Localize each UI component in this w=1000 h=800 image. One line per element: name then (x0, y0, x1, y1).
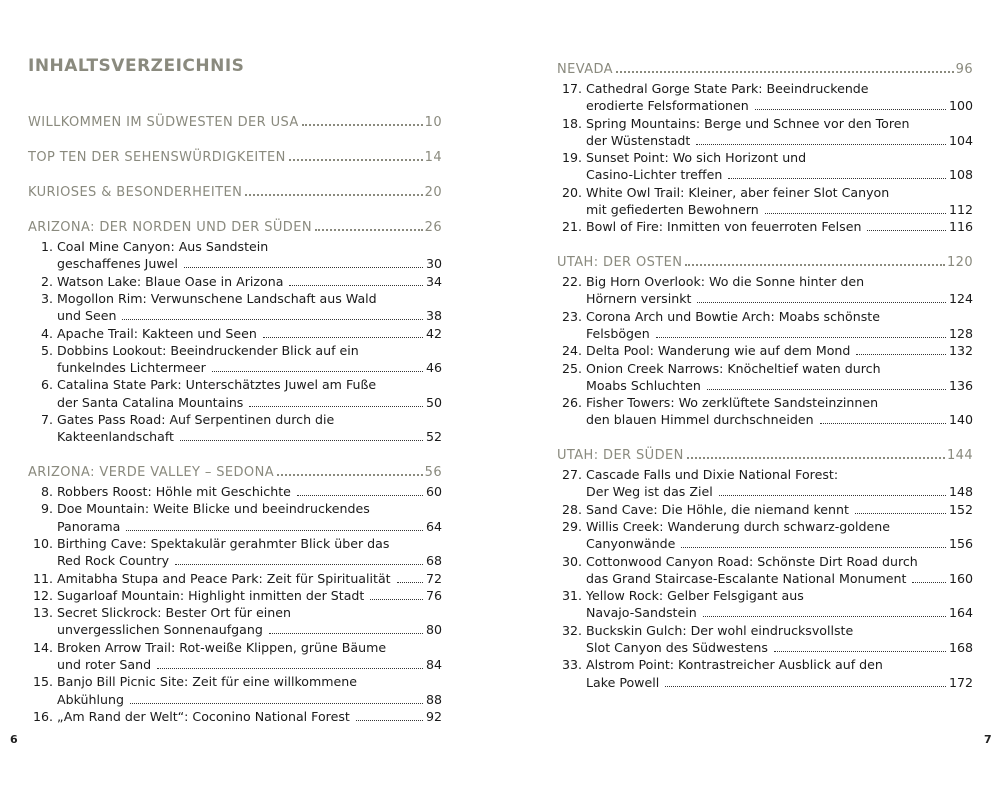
entry-page-number: 100 (948, 98, 973, 114)
toc-entry[interactable] (557, 80, 973, 115)
dot-leader (912, 582, 946, 583)
entry-page-number: 112 (948, 202, 973, 218)
entry-title-line: Amitabha Stupa and Peace Park: Zeit für Spiritualität (57, 570, 391, 586)
dot-leader (397, 582, 423, 583)
entry-page-number: 34 (425, 273, 442, 289)
entry-last-line (586, 290, 973, 307)
entry-number: 11. (32, 570, 53, 586)
entry-last-line (57, 621, 442, 638)
entry-page-number: 64 (425, 518, 442, 534)
entry-last-line (57, 325, 442, 342)
entry-page-number: 128 (948, 325, 973, 341)
entry-title-line: Sugarloaf Mountain: Highlight inmitten der Stadt (57, 587, 365, 603)
entry-number: 6. (40, 377, 53, 393)
entry-number: 16. (32, 708, 53, 724)
section-title: NEVADA (557, 62, 613, 77)
entry-last-line (586, 483, 973, 500)
dot-leader (356, 720, 423, 721)
entry-title-line: Bowl of Fire: Inmitten von feuerroten Felsen (586, 219, 862, 235)
dot-leader (370, 599, 423, 600)
entry-last-line (57, 570, 442, 587)
entry-title-line: Canyonwände (586, 536, 676, 552)
dot-leader (755, 109, 946, 110)
dot-leader (269, 633, 423, 634)
entry-number: 24. (561, 343, 582, 359)
entry-title-line: Big Horn Overlook: Wo die Sonne hinter den (586, 274, 865, 289)
entry-number: 2. (40, 273, 53, 289)
entry-number: 18. (561, 115, 582, 131)
entry-title-line: Kakteenlandschaft (57, 429, 174, 445)
entry-number: 25. (561, 360, 582, 376)
toc-entry[interactable] (28, 535, 442, 570)
section-page-number: 20 (424, 185, 442, 200)
toc-entry[interactable] (28, 273, 442, 290)
entry-last-line (57, 587, 442, 604)
entry-title-line: Watson Lake: Blaue Oase in Arizona (57, 273, 284, 289)
entry-number: 32. (561, 622, 582, 638)
toc-entry[interactable] (557, 518, 973, 553)
entry-last-line (586, 674, 973, 691)
entry-page-number: 46 (425, 360, 442, 376)
toc-section-heading[interactable] (28, 115, 442, 133)
entry-last-line (586, 325, 973, 342)
entry-title-line: Yellow Rock: Gelber Felsgigant aus (586, 588, 804, 604)
toc-entry[interactable] (28, 325, 442, 342)
entry-last-line (57, 428, 442, 445)
entry-last-line (57, 483, 442, 500)
section-page-number: 56 (424, 465, 442, 480)
entry-title-line: Red Rock Country (57, 553, 170, 569)
entry-number: 26. (561, 395, 582, 411)
entry-last-line (586, 97, 973, 114)
dot-leader (774, 651, 946, 652)
dot-leader (245, 194, 422, 196)
entry-page-number: 84 (425, 656, 442, 672)
entry-title-line: Hörnern versinkt (586, 291, 692, 307)
entry-last-line (586, 501, 973, 518)
dot-leader (687, 457, 945, 459)
toc-entry[interactable] (557, 622, 973, 657)
entry-last-line (586, 604, 973, 621)
dot-leader (656, 337, 946, 338)
toc-entry[interactable] (28, 290, 442, 325)
toc-entry[interactable] (28, 639, 442, 674)
entry-number: 23. (561, 308, 582, 324)
entry-last-line (57, 359, 442, 376)
entry-title-line: Slot Canyon des Südwestens (586, 639, 768, 655)
entry-number: 29. (561, 518, 582, 534)
entry-page-number: 116 (948, 219, 973, 235)
entry-page-number: 104 (948, 132, 973, 148)
entry-number: 15. (32, 674, 53, 690)
section-page-number: 144 (946, 448, 973, 463)
toc-entry[interactable] (557, 218, 973, 235)
entry-page-number: 124 (948, 291, 973, 307)
entry-number: 7. (40, 412, 53, 427)
entry-title-line: Panorama (57, 518, 121, 534)
entry-title-line: Cascade Falls und Dixie National Forest: (586, 467, 839, 482)
entry-title-line: Buckskin Gulch: Der wohl eindrucksvollste (586, 622, 854, 638)
entry-page-number: 38 (425, 308, 442, 324)
section-page-number: 96 (955, 62, 973, 77)
entry-last-line (57, 307, 442, 324)
section-page-number: 26 (424, 220, 442, 235)
entry-title-line: Sunset Point: Wo sich Horizont und (586, 150, 807, 166)
entry-page-number: 52 (425, 429, 442, 445)
toc-section-heading[interactable] (28, 150, 442, 168)
dot-leader (719, 495, 946, 496)
entry-title-line: funkelndes Lichtermeer (57, 360, 206, 376)
dot-leader (212, 371, 423, 372)
entry-last-line (57, 273, 442, 290)
entry-page-number: 60 (425, 484, 442, 499)
entry-title-line: Onion Creek Narrows: Knöcheltief waten durch (586, 360, 881, 376)
dot-leader (856, 354, 946, 355)
page-number-right: 7 (984, 733, 992, 746)
entry-page-number: 152 (948, 501, 973, 517)
dot-leader (157, 668, 423, 669)
section-title: ARIZONA: VERDE VALLEY – SEDONA (28, 465, 274, 480)
entry-title-line: und Seen (57, 308, 117, 324)
entry-number: 5. (40, 342, 53, 358)
entry-title-line: Fisher Towers: Wo zerklüftete Sandsteinzinnen (586, 395, 879, 411)
entry-title-line: Felsbögen (586, 325, 650, 341)
entry-number: 13. (32, 605, 53, 621)
entry-page-number: 132 (948, 343, 973, 359)
entry-page-number: 72 (425, 570, 442, 586)
toc-entry[interactable] (28, 604, 442, 639)
entry-page-number: 136 (948, 377, 973, 393)
entry-title-line: Cathedral Gorge State Park: Beeindruckende (586, 81, 869, 96)
toc-entry[interactable] (557, 501, 973, 518)
section-title: UTAH: DER OSTEN (557, 255, 683, 270)
entry-page-number: 160 (948, 570, 973, 586)
entry-last-line (586, 535, 973, 552)
section-title: TOP TEN DER SEHENSWÜRDIGKEITEN (28, 150, 286, 165)
dot-leader (302, 124, 423, 126)
entry-title-line: Birthing Cave: Spektakulär gerahmter Blick über das (57, 535, 390, 551)
entry-number: 3. (40, 290, 53, 306)
entry-page-number: 30 (425, 256, 442, 272)
entry-page-number: 50 (425, 394, 442, 410)
toc-entry[interactable] (28, 673, 442, 708)
entry-last-line (586, 201, 973, 218)
entry-page-number: 164 (948, 605, 973, 621)
entry-last-line (57, 552, 442, 569)
toc-entry[interactable] (557, 466, 973, 501)
entry-number: 9. (40, 501, 53, 517)
toc-entry[interactable] (557, 656, 973, 691)
entry-title-line: Doe Mountain: Weite Blicke und beeindruckendes (57, 501, 370, 517)
entry-number: 27. (561, 467, 582, 482)
toc-section-heading[interactable] (28, 220, 442, 238)
entry-last-line (57, 708, 442, 725)
dot-leader (707, 389, 946, 390)
entry-last-line (57, 691, 442, 708)
toc-entry[interactable] (557, 184, 973, 219)
entry-title-line: den blauen Himmel durchschneiden (586, 412, 814, 428)
entry-title-line: Lake Powell (586, 674, 660, 690)
toc-entry[interactable] (28, 570, 442, 587)
entry-page-number: 92 (425, 708, 442, 724)
entry-number: 14. (32, 639, 53, 655)
entry-title-line: Banjo Bill Picnic Site: Zeit für eine willkommene (57, 674, 358, 690)
entry-page-number: 140 (948, 412, 973, 428)
entry-page-number: 148 (948, 484, 973, 500)
section-title: KURIOSES & BESONDERHEITEN (28, 185, 243, 200)
entry-title-line: Spring Mountains: Berge und Schnee vor den Toren (586, 115, 910, 131)
entry-title-line: Abkühlung (57, 691, 124, 707)
toc-entry[interactable] (557, 587, 973, 622)
dot-leader (703, 616, 946, 617)
dot-leader (180, 440, 423, 441)
entry-title-line: White Owl Trail: Kleiner, aber feiner Slot Canyon (586, 184, 890, 200)
entry-title-line: Mogollon Rim: Verwunschene Landschaft aus Wald (57, 290, 377, 306)
entry-title-line: Der Weg ist das Ziel (586, 484, 713, 500)
entry-title-line: Broken Arrow Trail: Rot-weiße Klippen, grüne Bäume (57, 639, 387, 655)
dot-leader (765, 213, 946, 214)
entry-last-line (586, 639, 973, 656)
entry-title-line: Secret Slickrock: Bester Ort für einen (57, 605, 291, 621)
dot-leader (315, 229, 423, 231)
entry-title-line: Dobbins Lookout: Beeindruckender Blick auf ein (57, 342, 359, 358)
entry-number: 28. (561, 501, 582, 517)
entry-title-line: Coal Mine Canyon: Aus Sandstein (57, 239, 269, 254)
dot-leader (130, 703, 423, 704)
entry-title-line: Moabs Schluchten (586, 377, 701, 393)
toc-entry[interactable] (28, 342, 442, 377)
entry-title-line: „Am Rand der Welt“: Coconino National Forest (57, 708, 350, 724)
entry-last-line (586, 342, 973, 359)
toc-entry[interactable] (28, 411, 442, 446)
toc-entry[interactable] (557, 308, 973, 343)
entry-page-number: 88 (425, 691, 442, 707)
dot-leader (277, 474, 423, 476)
entry-title-line: Apache Trail: Kakteen und Seen (57, 325, 257, 341)
page-number-left: 6 (10, 733, 18, 746)
entry-last-line (57, 518, 442, 535)
section-title: ARIZONA: DER NORDEN UND DER SÜDEN (28, 220, 312, 235)
section-page-number: 10 (424, 115, 442, 130)
dot-leader (616, 71, 954, 73)
entry-title-line: Catalina State Park: Unterschätztes Juwel am Fuße (57, 377, 377, 393)
toc-entry[interactable] (557, 394, 973, 429)
entry-title-line: Sand Cave: Die Höhle, die niemand kennt (586, 501, 849, 517)
dot-leader (249, 406, 423, 407)
toc-entry[interactable] (28, 587, 442, 604)
dot-leader (696, 144, 946, 145)
dot-leader (175, 564, 423, 565)
dot-leader (697, 302, 945, 303)
toc-entry[interactable] (557, 342, 973, 359)
dot-leader (297, 495, 423, 496)
entry-title-line: der Santa Catalina Mountains (57, 394, 244, 410)
dot-leader (665, 686, 946, 687)
dot-leader (184, 267, 423, 268)
entry-number: 12. (32, 587, 53, 603)
entry-page-number: 80 (425, 622, 442, 638)
toc-entry[interactable] (28, 500, 442, 535)
section-page-number: 14 (424, 150, 442, 165)
toc-entry[interactable] (557, 360, 973, 395)
entry-number: 4. (40, 325, 53, 341)
entry-title-line: Willis Creek: Wanderung durch schwarz-goldene (586, 518, 890, 534)
entry-title-line: Gates Pass Road: Auf Serpentinen durch die (57, 412, 335, 427)
section-title: UTAH: DER SÜDEN (557, 448, 684, 463)
dot-leader (126, 530, 423, 531)
entry-page-number: 42 (425, 325, 442, 341)
entry-last-line (57, 394, 442, 411)
dot-leader (867, 230, 945, 231)
entry-page-number: 168 (948, 639, 973, 655)
toc-entry[interactable] (28, 483, 442, 500)
entry-number: 19. (561, 150, 582, 166)
toc-section-heading[interactable] (557, 448, 973, 466)
entry-number: 8. (40, 484, 53, 499)
entry-title-line: Navajo-Sandstein (586, 605, 697, 621)
entry-title-line: Delta Pool: Wanderung wie auf dem Mond (586, 343, 851, 359)
entry-page-number: 156 (948, 536, 973, 552)
entry-page-number: 108 (948, 167, 973, 183)
toc-entry[interactable] (557, 553, 973, 588)
toc-entry[interactable] (557, 273, 973, 308)
entry-title-line: geschaffenes Juwel (57, 256, 178, 272)
toc-section-heading[interactable] (28, 465, 442, 483)
section-title: WILLKOMMEN IM SÜDWESTEN DER USA (28, 115, 299, 130)
dot-leader (681, 547, 946, 548)
entry-title-line: und roter Sand (57, 656, 152, 672)
entry-title-line: Cottonwood Canyon Road: Schönste Dirt Road durch (586, 553, 918, 569)
dot-leader (289, 285, 423, 286)
entry-page-number: 76 (425, 587, 442, 603)
entry-title-line: Corona Arch und Bowtie Arch: Moabs schönste (586, 308, 880, 324)
entry-title-line: unvergesslichen Sonnenaufgang (57, 622, 263, 638)
entry-number: 22. (561, 274, 582, 289)
entry-number: 1. (40, 239, 53, 254)
entry-title-line: der Wüstenstadt (586, 132, 691, 148)
dot-leader (263, 337, 423, 338)
entry-number: 33. (561, 657, 582, 673)
entry-last-line (586, 166, 973, 183)
entry-title-line: das Grand Staircase-Escalante National Monument (586, 570, 907, 586)
entry-title-line: erodierte Felsformationen (586, 98, 749, 114)
entry-title-line: mit gefiederten Bewohnern (586, 202, 759, 218)
entry-number: 10. (32, 535, 53, 551)
entry-number: 30. (561, 553, 582, 569)
entry-last-line (57, 656, 442, 673)
entry-last-line (57, 255, 442, 272)
entry-last-line (586, 377, 973, 394)
toc-section-heading[interactable] (557, 255, 973, 273)
toc-entry[interactable] (28, 238, 442, 273)
entry-last-line (586, 218, 973, 235)
dot-leader (122, 319, 423, 320)
entry-page-number: 68 (425, 553, 442, 569)
dot-leader (728, 178, 946, 179)
entry-number: 17. (561, 81, 582, 96)
entry-title-line: Robbers Roost: Höhle mit Geschichte (57, 484, 291, 499)
section-page-number: 120 (946, 255, 973, 270)
page-title: INHALTSVERZEICHNIS (28, 56, 245, 76)
toc-entry[interactable] (28, 376, 442, 411)
toc-section-heading[interactable] (28, 185, 442, 203)
toc-section-heading[interactable] (557, 62, 973, 80)
entry-last-line (586, 570, 973, 587)
entry-last-line (586, 411, 973, 428)
dot-leader (289, 159, 423, 161)
toc-entry[interactable] (28, 708, 442, 725)
toc-entry[interactable] (557, 115, 973, 150)
entry-last-line (586, 132, 973, 149)
dot-leader (855, 513, 946, 514)
toc-entry[interactable] (557, 149, 973, 184)
entry-number: 21. (561, 219, 582, 235)
entry-number: 31. (561, 588, 582, 604)
entry-title-line: Casino-Lichter treffen (586, 167, 723, 183)
dot-leader (820, 423, 946, 424)
entry-title-line: Alstrom Point: Kontrastreicher Ausblick auf den (586, 657, 883, 673)
dot-leader (685, 264, 945, 266)
entry-number: 20. (561, 184, 582, 200)
entry-page-number: 172 (948, 674, 973, 690)
